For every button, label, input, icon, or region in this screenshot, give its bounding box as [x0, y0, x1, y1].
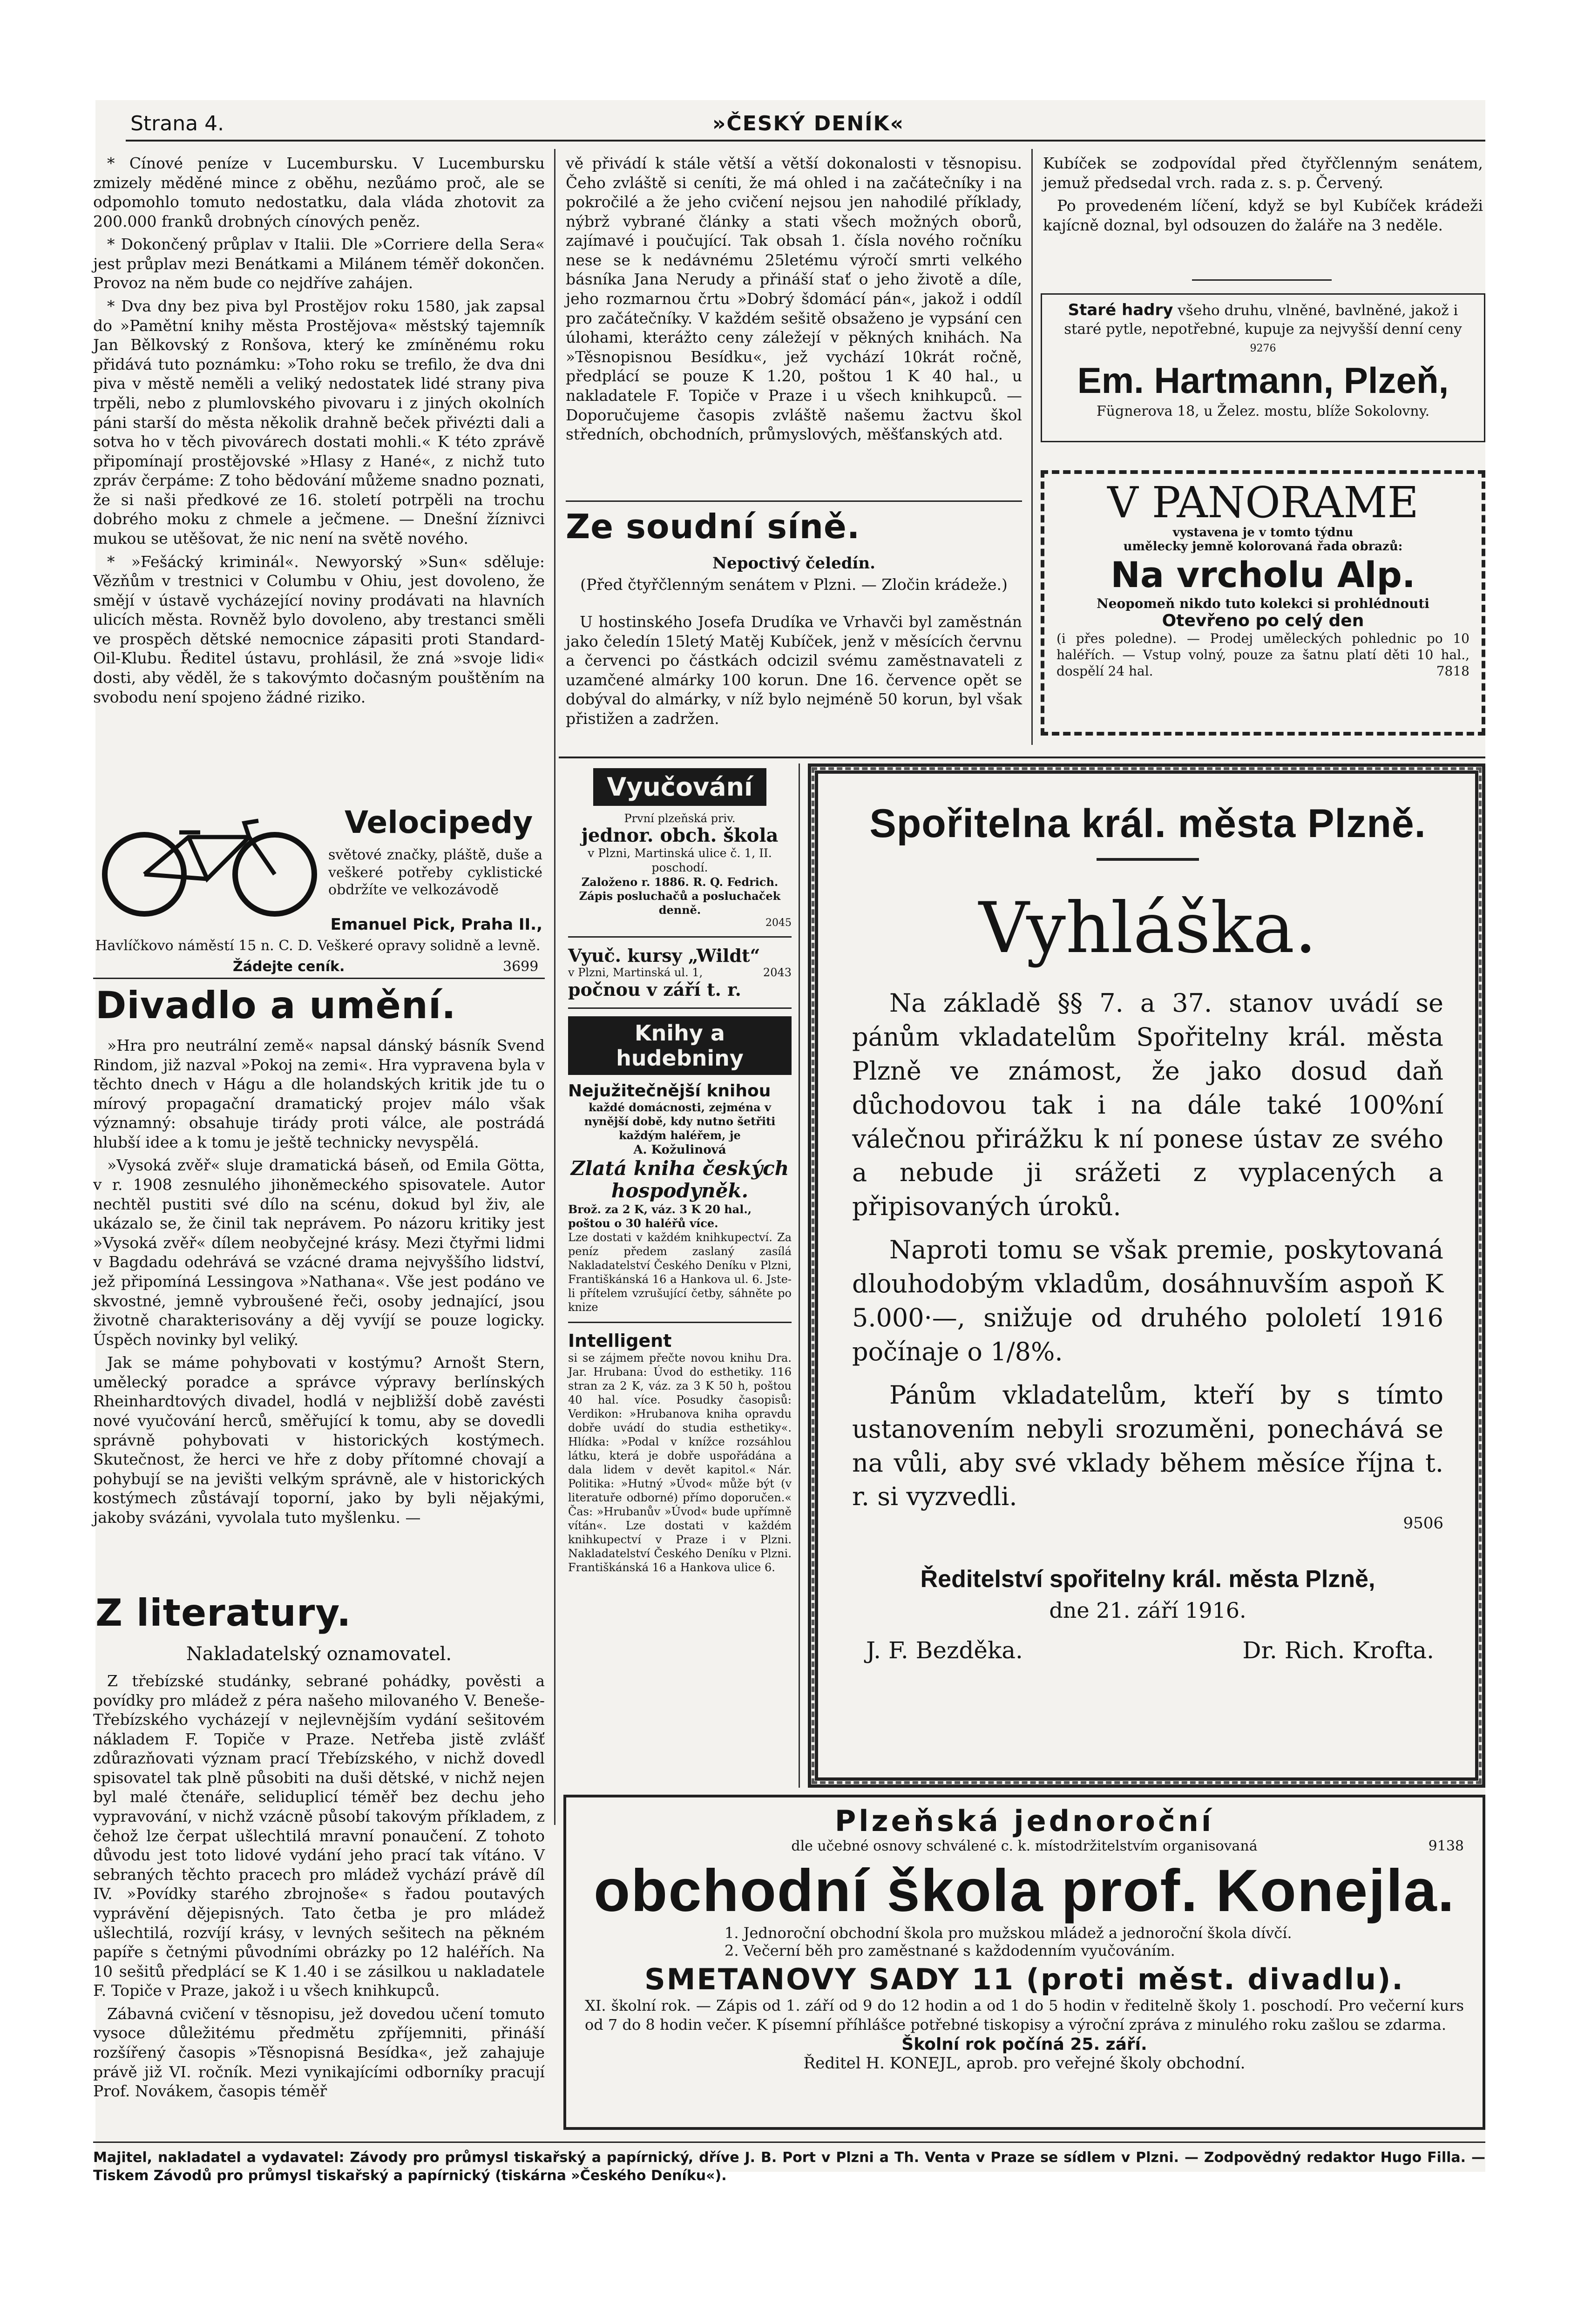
- obchodni-text: XI. školní rok. — Zápis od 1. září od 9 do 12 hodin a od 1 do 5 hodin v ředitelně školy 1. poschodí. Pro večerní kurs od 7 do 8 hodin večer. K písemní příhlášce potřebné tiskopisy a výroční zpráva z minulého roku zašlou se zdarma.: [585, 1996, 1464, 2034]
- intelligent-heading: Intelligent: [568, 1330, 672, 1351]
- rags-ad-text: všeho druhu, vlněné, bavlněné, jakož i staré pytle, nepotřebné, kupuje za nejvyšší denní ceny: [1064, 302, 1462, 338]
- school1-note: Zápis posluchačů a posluchaček denně.: [579, 889, 781, 917]
- bicycle-ad-code: 3699: [503, 959, 539, 975]
- books-heading: Nejužitečnější knihou: [568, 1081, 771, 1101]
- section-title-court: Ze soudní síně.: [566, 507, 860, 546]
- obchodni-top: Plzeňská jednoroční: [834, 1804, 1214, 1838]
- school1-title: jednor. obch. škola: [581, 824, 779, 846]
- sporitelna-paragraph-2: Naproti tomu se však premie, poskytovaná dlouhodobým vkladům, dosáhnuvším aspoň K 5.000·—, snižuje od druhého pololetí 1916 počínaje o 1/8%.: [852, 1235, 1443, 1366]
- bicycle-ad-address: Havlíčkovo náměstí 15 n. C. D. Veškeré opravy solidně a levně.: [95, 938, 541, 954]
- article-paragraph: Kubíček se zodpovídal před čtyřčlenným senátem, jemuž předsedal vrch. rada z. s. p. Červený.: [1043, 154, 1483, 192]
- header-rule: [126, 140, 1485, 142]
- sporitelna-title: Spořitelna král. města Plzně.: [869, 801, 1426, 846]
- sporitelna-heading: Vyhláška.: [979, 888, 1317, 969]
- school1-address: v Plzni, Martinská ulice č. 1, II. poschodí.: [588, 846, 772, 875]
- article-paragraph: Z třebízské studánky, sebrané pohádky, pověsti a povídky pro mládež z péra našeho milovaného V. Beneše-Třebízského vycházejí v nejlevnějším vydání sešitovém nákladem F. Topiče v Praze. Netřeba jistě zvlášť zdůrazňovati význam prací Třebízského, v nichž dovedl spisovatel tak plně působiti na duši dětské, v nichž nejen byl malé čtenáře, seliduplicí téměř bez dechu jeho vypravování, v nichž vzácně působí takovým příkladem, z čehož lze čerpat ušlechtilá mravní ponaučení. Z tohoto důvodu jest toto lidové vydání jeho prací tak vítáno. V sebraných těchto pracech pro mládež vychází právě díl IV. »Povídky starého zbrojnoše« s řadou poutavých vyprávění dějepisných. Tato četba je pro mládež ušlechtilá, rozvíjí krásy, v levných sešitech na pěkném papíře s četnými původními obrázky po 12 haléřích. Na 10 sešitů předplácí se K 1.40 i se zásilkou u nakladatele F. Topiče v Praze, jakož i u všech knihkupců.: [93, 1672, 545, 2000]
- rule: [568, 1322, 792, 1323]
- obchodni-line2: 2. Večerní běh pro zaměstnané s každodenním vyučováním.: [725, 1941, 1175, 1959]
- school2-address: v Plzni, Martinská ul. 1,: [568, 966, 703, 979]
- news-item: * Dva dny bez piva byl Prostějov roku 1580, jak zapsal do »Pamětní knihy města Prostějova« městský tajemník Jan Bělkovský z Ronšova, který ke zmíněnému roku přidává tuto poznámku: »Toho roku se trefilo, že dva dni piva v městě neměli a veliký nedostatek lidé strany piva trpěli, nebo z plumlovského pivovaru i z jiných okolních páni starší do města několik drahně beček přivézti dali a sotva ho v těch pivovárech dostati mohli.« K této zprávě připomínají prostějovské »Hlasy z Hané«, z nichž tuto zpráv čerpáme: Z toho bědování můžeme snadno poznati, že si naši předkové ze 16. století potrpěli na trochu dobrého moku z chmele a ječmene. — Dnešní žíznivci mukou se utěšovat, že nic není na světě nového.: [93, 297, 545, 547]
- column-2-continued: [566, 154, 1022, 448]
- vyucovani-header: [568, 768, 792, 806]
- rags-ad-firm: Em. Hartmann, Plzeň,: [1077, 360, 1449, 401]
- ads-column: [568, 768, 792, 1574]
- panorama-line2: umělecky jemně kolorovaná řada obrazů:: [1123, 539, 1403, 554]
- article-paragraph: vě přivádí k stále větší a větší dokonalosti v těsnopisu. Čeho zvláště si ceníti, že má ohled i na začátečníky i na pokročilé a že jeho cvičení nejsou jen nahodilé příklady, nýbrž vybrané články a stati všech možných oborů, zajímavé i poučující. Tak obsah 1. čísla nového ročníku nese se k nedávnému 25letému výročí smrti velkého básníka Jana Nerudy a přináší stať o jeho životě a díle, jeho rozmarnou črtu »Dobrý šdomácí pán«, jakož i oddíl pro začátečníky. V každém sešitě obsaženo je vypsání cen úlohami, kterážto ceny záležejí v pěkných knihách. Na »Těsnopisnou Besídku«, jež vychází 10krát ročně, předplácí se pouze K 1.20, poštou 1 K 40 hal., u nakladatele F. Topiče v Praze i u všech knihkupců. — Doporučujeme časopis zvláště našemu žactvu škol středních, obchodních, průmyslových, měšťanských atd.: [566, 154, 1022, 444]
- footer-rule: [93, 2142, 1485, 2143]
- rule: [566, 500, 1022, 502]
- literatura-articles: [93, 1671, 545, 2105]
- books-price: Brož. za 2 K, váz. 3 K 20 hal., poštou o 30 haléřů více.: [568, 1202, 752, 1230]
- panorama-open: Otevřeno po celý den: [1162, 611, 1364, 630]
- obchodni-line1: 1. Jednoroční obchodní škola pro mužskou mládež a jednoroční škola dívčí.: [725, 1924, 1292, 1942]
- page-header: [130, 112, 1485, 140]
- bicycle-ad-cta[interactable]: Žádejte ceník.: [233, 959, 345, 975]
- sporitelna-signature-title: Ředitelství spořitelny král. města Plzně,: [920, 1566, 1375, 1593]
- obchodni-title: obchodní škola prof. Konejla.: [593, 1858, 1456, 1924]
- books-author: A. Kožulinová: [633, 1142, 726, 1157]
- obchodni-address: SMETANOVY SADY 11 (proti měst. divadlu).: [644, 1962, 1404, 1996]
- ornament-rule: [1097, 858, 1199, 861]
- sporitelna-code: 9506: [1403, 1514, 1443, 1533]
- school2-start: počnou v září t. r.: [568, 979, 741, 1000]
- sporitelna-notice: [852, 801, 1443, 1669]
- column-1-news: [93, 154, 545, 710]
- rags-ad: [1041, 293, 1485, 442]
- panorama-title: V PANORAME: [1107, 478, 1419, 527]
- rags-ad-address: Fügnerova 18, u Želez. mostu, blíže Sokolovny.: [1096, 403, 1430, 419]
- sporitelna-paragraph-1: Na základě §§ 7. a 37. stanov uvádí se pánům vkladatelům Spořitelny král. města Plzně ve známost, že jako dosud daň důchodovou tak i na dále také 100%ní válečnou přirážku k ní ponese ústav ze svého a nebude ji srážeti z vyplacených a připisovaných úroků.: [852, 988, 1443, 1222]
- obchodni-start: Školní rok počíná 25. září.: [901, 2034, 1147, 2054]
- rule: [568, 1007, 792, 1009]
- article-paragraph: U hostinského Josefa Drudíka ve Vrhavči byl zaměstnán jako čeledín 15letý Matěj Kubíček, jenž v měsících červnu a červenci po částkách odcizil svému zaměstnavateli z uzamčené almárky 100 korun. Dne 16. července opět se dobýval do almárky, v níž bylo nejméně 50 korun, byl však přistižen a zadržen.: [566, 613, 1022, 728]
- rule: [1192, 279, 1332, 281]
- bicycle-ad-title: Velocipedy: [345, 804, 533, 840]
- literatura-subtitle: Nakladatelský oznamovatel.: [186, 1643, 452, 1665]
- books-text: Lze dostati v každém knihkupectví. Za peníz předem zaslaný zasílá Nakladatelství Českého Deníku v Plzni, Františkánská 16 a Hankova ul. 6. Jste-li přítelem vzrušující četby, sáhněte po knize: [568, 1230, 792, 1314]
- article-paragraph: »Vysoká zvěř« sluje dramatická báseň, od Emila Götta, v r. 1908 zesnulého jihoněmeckého spisovatele. Autor nechtěl pustiti své dílo na scénu, dokud byl živ, ale ukázalo se, že činil tak neprávem. Po názoru kritiky jest »Vysoká zvěř« dílem neobyčejné krásy. Mezi čtyřmi lidmi v Bagdadu odehrává se vzácné drama nejvyššího lidství, jež připomíná Lessingova »Nathana«. Vše jest podáno ve skvostné, jemně vybroušené řeči, osoby jednající, jsou životně charakterisovány a děj vyvíjí se pouze logicky. Úspěch novinky byl veliký.: [93, 1156, 545, 1349]
- signature-left: J. F. Bezděka.: [866, 1637, 1023, 1664]
- column-rule-1b: [554, 754, 555, 1825]
- column-3-continued: [1043, 154, 1483, 238]
- books-lead: každé domácnosti, zejména v nynější době, kdy nutno šetřiti každým haléřem, je: [584, 1100, 776, 1142]
- school1-code: 2045: [765, 917, 792, 929]
- article-paragraph: Po provedeném líčení, když se byl Kubíček krádeži kajícně doznal, byl odsouzen do žaláře na 3 neděle.: [1043, 196, 1483, 234]
- rule: [93, 978, 545, 979]
- panorama-line3: Neopomeň nikdo tuto kolekci si prohlédnouti: [1097, 595, 1429, 611]
- school1-founded: Založeno r. 1886. R. Q. Fedrich.: [581, 875, 779, 889]
- bicycle-ad-text: světové značky, pláště, duše a veškeré potřeby cyklistické obdržíte ve velkozávodě: [328, 847, 542, 898]
- sporitelna-paragraph-3: Pánům vkladatelům, kteří by s tímto ustanovením nebyli srozuměni, ponechává se na vůli, aby své vklady během měsíce října t. r. si vyzvedli.: [852, 1380, 1443, 1512]
- rags-ad-code: 9276: [1250, 343, 1276, 355]
- panorama-subject: Na vrcholu Alp.: [1111, 554, 1415, 595]
- section-title-divadlo: Divadlo a umění.: [95, 984, 456, 1027]
- news-item: * »Fešácký kriminál«. Newyorský »Sun« sděluje: Vězňům v trestnici v Columbu v Ohiu, jest dovoleno, že smějí v ústavě vycházející noviny prodávati na hlavních ulicích města. Rovněž bylo dovoleno, aby trestanci směli ve prospěch dětské nemocnice zápasiti proti Standard-Oil-Klubu. Ředitel ústavu, prohlásil, že zná »svoje lidi« dosti, aby věděl, že s takovýmto dočasným pouštěním na svobodu není spojeno žádné riziko.: [93, 552, 545, 706]
- panorama-line4: (i přes poledne). — Prodej uměleckých pohlednic po 10 haléřích. — Vstup volný, pouze za šatnu platí děti 10 hal., dospělí 24 hal.: [1056, 630, 1469, 679]
- obchodni-skola-ad: [563, 1795, 1485, 2130]
- bicycle-icon: [95, 814, 324, 921]
- knihy-badge: Knihy a hudebniny: [568, 1016, 792, 1075]
- rule: [568, 936, 792, 938]
- obchodni-director: Ředitel H. KONEJL, aprob. pro veřejné školy obchodní.: [803, 2054, 1246, 2073]
- article-paragraph: Zábavná cvičení v těsnopisu, jež dovedou učení tomuto vysoce důležitému předmětu zpříjemniti, přináší rozšířený časopis »Těsnopisná Besídka«, jež zahajuje právě již VI. ročník. Mezi vynikajícími odborníky pracují Prof. Novákem, časopis téměř: [93, 2004, 545, 2101]
- article-paragraph: »Hra pro neutrální země« napsal dánský básník Svend Rindom, již nazval »Pokoj na zemi«. Hra vypravena byla v těchto dnech v Hágu a dle holandských kritik jde tu o mírový propagační dramatický projev málo však významný: obsahuje tirády proti válce, ale postrádá hlubší idee a k tomu je ještě technicky nevyspělá.: [93, 1036, 545, 1151]
- section-title-literatura: Z literatury.: [95, 1591, 352, 1635]
- bicycle-ad: [93, 804, 545, 977]
- panorama-line1: vystavena je v tomto týdnu: [1172, 525, 1354, 540]
- bicycle-ad-firm: Emanuel Pick, Praha II.,: [330, 915, 542, 934]
- obchodni-subtitle: dle učebné osnovy schválené c. k. místodržitelstvím organisovaná: [791, 1838, 1258, 1854]
- sporitelna-date: dne 21. září 1916.: [1049, 1598, 1246, 1623]
- page-number: Strana 4.: [130, 112, 224, 135]
- panorama-ad: [1041, 470, 1485, 736]
- signature-right: Dr. Rich. Krofta.: [1242, 1637, 1434, 1664]
- rule: [559, 757, 1485, 758]
- court-intro: (Před čtyřčlenným senátem v Plzni. — Zločin krádeže.): [580, 575, 1008, 594]
- column-rule-ads: [799, 763, 800, 1788]
- court-subtitle: Nepoctivý čeledín.: [712, 554, 875, 573]
- news-item: * Cínové peníze v Lucembursku. V Lucembursku zmizely měděné mince z oběhu, nezůámo proč, ale se odpomohlo tomuto nedostatku, dala vláda zhotovit za 200.000 franků drobných cínových peněz.: [93, 154, 545, 230]
- school2-title: Vyuč. kursy „Wildt“: [568, 945, 760, 966]
- column-rule-2: [1031, 149, 1033, 745]
- vyucovani-badge: Vyučování: [593, 768, 766, 806]
- rags-ad-title: Staré hadry: [1068, 301, 1173, 319]
- school1-pre: První plzeňská priv.: [624, 812, 736, 825]
- column-rule-1: [554, 149, 555, 754]
- article-paragraph: Jak se máme pohybovati v kostýmu? Arnošt Stern, umělecký poradce a správce výpravy berlínských Rheinhardtových divadel, hodlá v nejbližší době zavésti nové vyučování herců, směřující k tomu, aby se dovedli správně pohybovati v historických kostýmech. Skutečnost, že herci ve hře z doby přítomné chovají a pohybují se na jevišti velkým správně, ale v historických kostýmech zůstávají toporní, jako by byli nějakými, jakoby svázáni, vyvolala tuto myšlenku. —: [93, 1353, 545, 1527]
- imprint: Majitel, nakladatel a vydavatel: Závody pro průmysl tiskařský a papírnický, dříve J. B. Port v Plzni a Th. Venta v Praze se sídlem v Plzni. — Zodpovědný redaktor Hugo Filla. — Tiskem Závodů pro průmysl tiskařský a papírnický (tiskárna »Českého Deníku«).: [93, 2149, 1485, 2184]
- school2-code: 2043: [763, 966, 792, 979]
- books-title: Zlatá kniha českých hospodyněk.: [570, 1157, 789, 1203]
- masthead: »ČESKÝ DENÍK«: [712, 112, 905, 135]
- divadlo-articles: [93, 1036, 545, 1531]
- intelligent-text: si se zájmem přečte novou knihu Dra. Jar. Hrubana: Úvod do esthetiky. 116 stran za 2 K, váz. za 3 K 50 h, poštou 40 hal. více. Posudky časopisů: Verdikon: »Hrubanova kniha opravdu dobře uvádí do studia esthetiky«. Hlídka: »Podal v knížce rozsáhlou látku, která je dobře uspořádána a dala lidem v devět kapitol.« Nár. Politika: »Hutný »Úvod« může být (v literatuře odborné) přímo doporučen.« Čas: »Hrubanův »Úvod« bude upřímně vítán«. Lze dostati v každém knihkupectví v Praze i v Plzni. Nakladatelství Českého Deníku v Plzni. Františkánská 16 a Hankova ulice 6.: [568, 1351, 792, 1574]
- panorama-code: 7818: [1436, 663, 1469, 679]
- court-text: [566, 612, 1022, 732]
- news-item: * Dokončený průplav v Italii. Dle »Corriere della Sera« jest průplav mezi Benátkami a Milánem téměř dokončen. Provoz na něm bude co nejdříve zahájen.: [93, 235, 545, 292]
- obchodni-code: 9138: [1428, 1838, 1464, 1854]
